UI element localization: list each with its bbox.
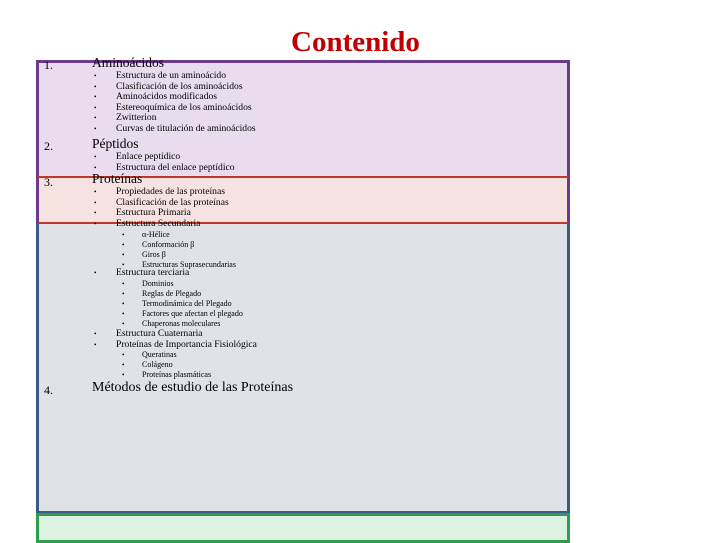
list-item: • Estructura Cuaternaria (94, 328, 203, 339)
bullet-icon: • (94, 124, 97, 133)
list-item: • Dominios (122, 279, 174, 288)
list-item: • Proteínas plasmáticas (122, 370, 212, 379)
section-number: 3. (44, 175, 53, 189)
section-item-list (94, 152, 235, 173)
bullet-icon: • (94, 188, 97, 196)
list-item: • Giros β (122, 250, 166, 259)
bullet-icon: • (122, 231, 125, 239)
subitem-list-secundaria (122, 230, 236, 270)
list-item: • Factores que afectan el plegado (122, 309, 243, 318)
bullet-icon: • (94, 93, 97, 101)
list-item: • α-Hélice (122, 230, 170, 239)
section-number: 4. (44, 383, 53, 397)
list-item: • Proteínas de Importancia Fisiológica (94, 338, 257, 350)
bullet-icon: • (122, 251, 125, 259)
bullet-icon: • (94, 72, 97, 80)
section-title: Péptidos (92, 136, 139, 151)
bullet-icon: • (94, 163, 97, 172)
bullet-icon: • (94, 198, 97, 207)
list-item: • Estructura terciaria (94, 267, 190, 278)
list-item: • Propiedades de las proteínas (94, 186, 225, 197)
list-item: • Clasificación de los aminoácidos (94, 80, 243, 92)
list-item: • Enlace peptídico (94, 151, 181, 162)
section-item-list (94, 71, 256, 134)
bullet-icon: • (94, 103, 97, 112)
bullet-icon: • (122, 261, 125, 269)
list-item: • Chaperonas moleculares (122, 319, 221, 328)
bullet-icon: • (94, 209, 97, 217)
section-number: 2. (44, 139, 53, 153)
list-item: • Queratinas (122, 350, 177, 359)
bullet-icon: • (122, 351, 125, 359)
section-item-list (94, 329, 257, 350)
list-item: • Clasificación de las proteínas (94, 196, 229, 208)
bullet-icon: • (94, 82, 97, 91)
bullet-icon: • (122, 310, 125, 318)
bullet-icon: • (122, 371, 125, 379)
section-band-metodos (36, 513, 570, 543)
list-item: • Estructuras Suprasecundarias (122, 260, 236, 269)
bullet-icon: • (122, 290, 125, 298)
list-item: • Colágeno (122, 360, 173, 369)
list-item: • Reglas de Plegado (122, 289, 202, 298)
bullet-icon: • (94, 114, 97, 122)
list-item: • Estructura Primaria (94, 207, 191, 218)
section-title: Proteínas (92, 171, 143, 186)
list-item: • Estructura Secundaria (94, 217, 201, 229)
section-item-list (94, 268, 189, 279)
subitem-list-fisiologica (122, 350, 211, 380)
bullet-icon: • (122, 300, 125, 308)
bullet-icon: • (94, 330, 97, 338)
section-item-list (94, 187, 229, 229)
bullet-icon: • (122, 361, 125, 369)
list-item: • Termodinámica del Plegado (122, 299, 232, 308)
bullet-icon: • (122, 320, 125, 328)
bullet-icon: • (94, 340, 97, 349)
list-item: • Conformación β (122, 240, 195, 249)
bullet-icon: • (94, 153, 97, 161)
subitem-list-terciaria (122, 279, 243, 329)
list-item: • Estructura de un aminoácido (94, 70, 227, 81)
bullet-icon: • (122, 280, 125, 288)
list-item: • Curvas de titulación de aminoácidos (94, 122, 256, 134)
list-item: • Aminoácidos modificados (94, 91, 217, 102)
bullet-icon: • (94, 219, 97, 228)
page-title: Contenido (291, 26, 420, 58)
section-title: Aminoácidos (92, 55, 164, 70)
bullet-icon: • (94, 269, 97, 277)
list-item: • Estereoquímica de los aminoácidos (94, 101, 252, 113)
bullet-icon: • (122, 241, 125, 249)
section-number: 1. (44, 58, 53, 72)
list-item: • Zwitterion (94, 112, 157, 123)
list-item: • Estructura del enlace peptídico (94, 161, 235, 173)
section-title: Métodos de estudio de las Proteínas (92, 380, 294, 395)
